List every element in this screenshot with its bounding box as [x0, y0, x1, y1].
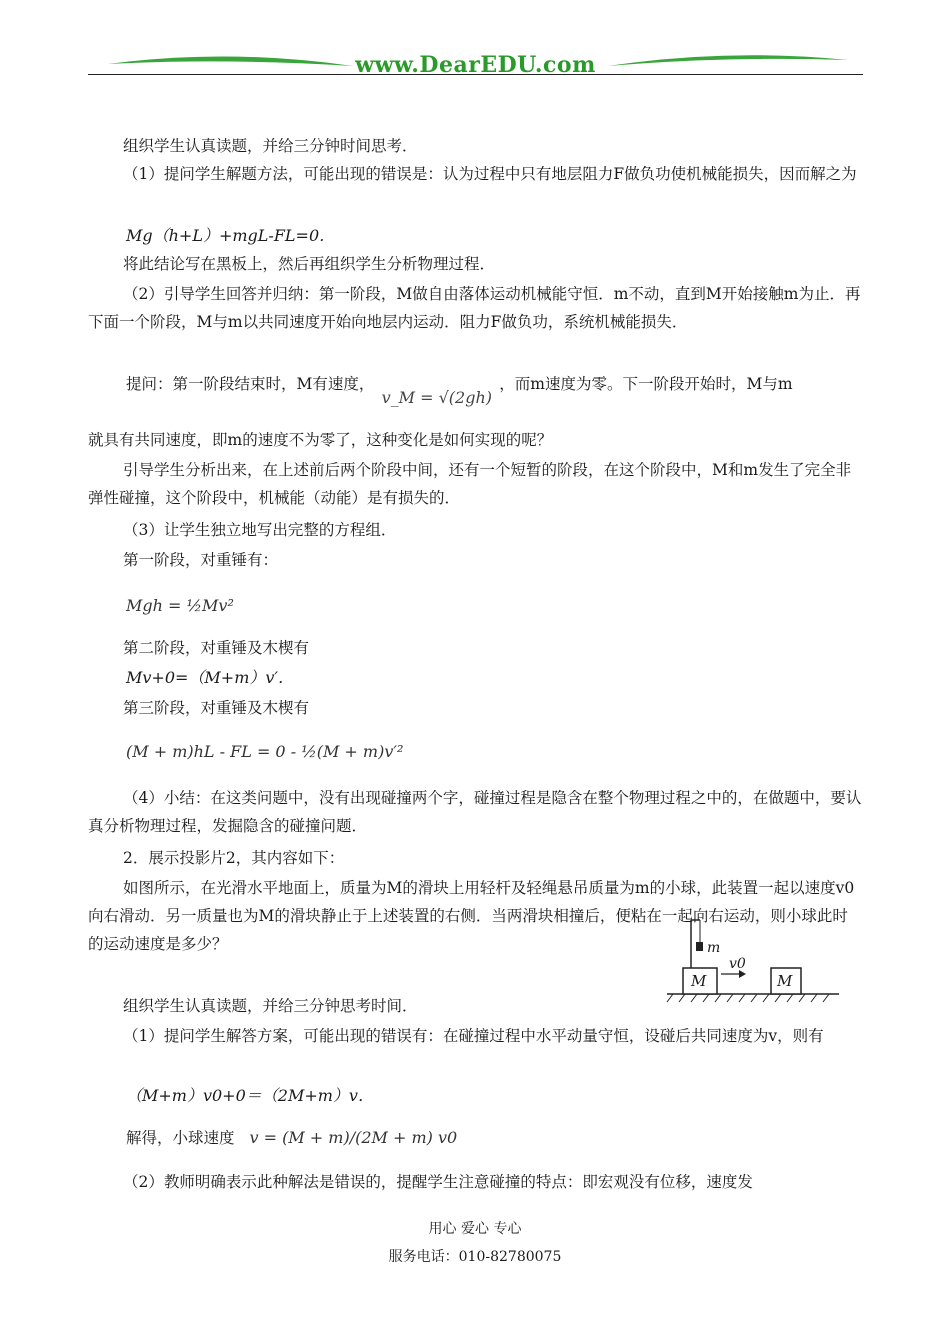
- paragraph: （2）引导学生回答并归纳：第一阶段，M做自由落体运动机械能守恒．m不动，直到M开始接触m为止．再下面一个阶段，M与m以共同速度开始向地层内运动．阻力F做负功，系统机械能损失．: [88, 285, 861, 331]
- paragraph: （4）小结：在这类问题中，没有出现碰撞两个字，碰撞过程是隐含在整个物理过程之中的，在做题中，要认真分析物理过程，发掘隐含的碰撞问题．: [88, 789, 862, 835]
- paragraph-line: [126, 1124, 457, 1152]
- paragraph: （3）让学生独立地写出完整的方程组．: [123, 521, 397, 539]
- collision-figure: [663, 912, 843, 1004]
- equation: Mv+0=（M+m）v′．: [126, 668, 295, 687]
- paragraph: 第三阶段，对重锤及木楔有: [123, 699, 310, 717]
- formula: v_M = √(2gh): [381, 388, 493, 407]
- formula: Mg（h+L）+mgL-FL=0．: [126, 226, 336, 245]
- paragraph: （2）教师明确表示此种解法是错误的，提醒学生注意碰撞的特点：即宏观没有位移，速度发: [123, 1173, 753, 1191]
- equation: Mgh = ½Mv²: [126, 596, 234, 615]
- figure-drawing: [663, 912, 843, 1004]
- block-label: M: [777, 972, 793, 990]
- paragraph: 组织学生认真读题，并给三分钟时间思考．: [123, 137, 418, 155]
- header-divider: [88, 74, 863, 75]
- equation: (M + m)hL - FL = 0 - ½(M + m)v′²: [126, 742, 404, 761]
- paragraph: （1）提问学生解题方法，可能出现的错误是：认为过程中只有地层阻力F做负功使机械能损失，因而解之为: [123, 165, 857, 183]
- ball-label: m: [707, 940, 721, 956]
- paragraph: 如图所示，在光滑水平地面上，质量为M的滑块上用轻杆及轻绳悬吊质量为m的小球，此装置一起以速度v0向右滑动．另一质量也为M的滑块静止于上述装置的右侧．当两滑块相撞后，便粘在一起向右运动，则小球此时的运动速度是多少？: [88, 879, 855, 953]
- paragraph: 将此结论写在黑板上，然后再组织学生分析物理过程．: [123, 255, 496, 273]
- paragraph-line: [126, 370, 793, 407]
- site-banner[interactable]: www.DearEDU.com: [355, 52, 596, 78]
- paragraph: （1）提问学生解答方案，可能出现的错误有：在碰撞过程中水平动量守恒，设碰后共同速度为v，则有: [123, 1027, 824, 1045]
- block-label: M: [691, 972, 707, 990]
- velocity-label: v0: [729, 956, 746, 972]
- text-segment: 解得，小球速度: [126, 1129, 235, 1147]
- text-segment: ，而m速度为零。下一阶段开始时，M与m: [499, 375, 793, 393]
- paragraph: 就具有共同速度，即m的速度不为零了，这种变化是如何实现的呢？: [88, 431, 553, 449]
- paragraph: 第一阶段，对重锤有：: [123, 551, 279, 569]
- equation: v = (M + m)/(2M + m) v0: [249, 1128, 458, 1147]
- footer-phone: 服务电话：010-82780075: [388, 1249, 562, 1265]
- paragraph: 引导学生分析出来，在上述前后两个阶段中间，还有一个短暂的阶段，在这个阶段中，M和m发生了完全非弹性碰撞，这个阶段中，机械能（动能）是有损失的．: [88, 461, 852, 507]
- paragraph: 组织学生认真读题，并给三分钟思考时间．: [123, 997, 418, 1015]
- text-segment: 提问：第一阶段结束时，M有速度，: [126, 375, 375, 393]
- footer-motto: 用心 爱心 专心: [428, 1221, 522, 1237]
- paragraph: 第二阶段，对重锤及木楔有: [123, 639, 310, 657]
- paragraph: 2．展示投影片2，其内容如下：: [123, 849, 345, 867]
- equation: （M+m）v0+0＝（2M+m）v．: [126, 1086, 374, 1105]
